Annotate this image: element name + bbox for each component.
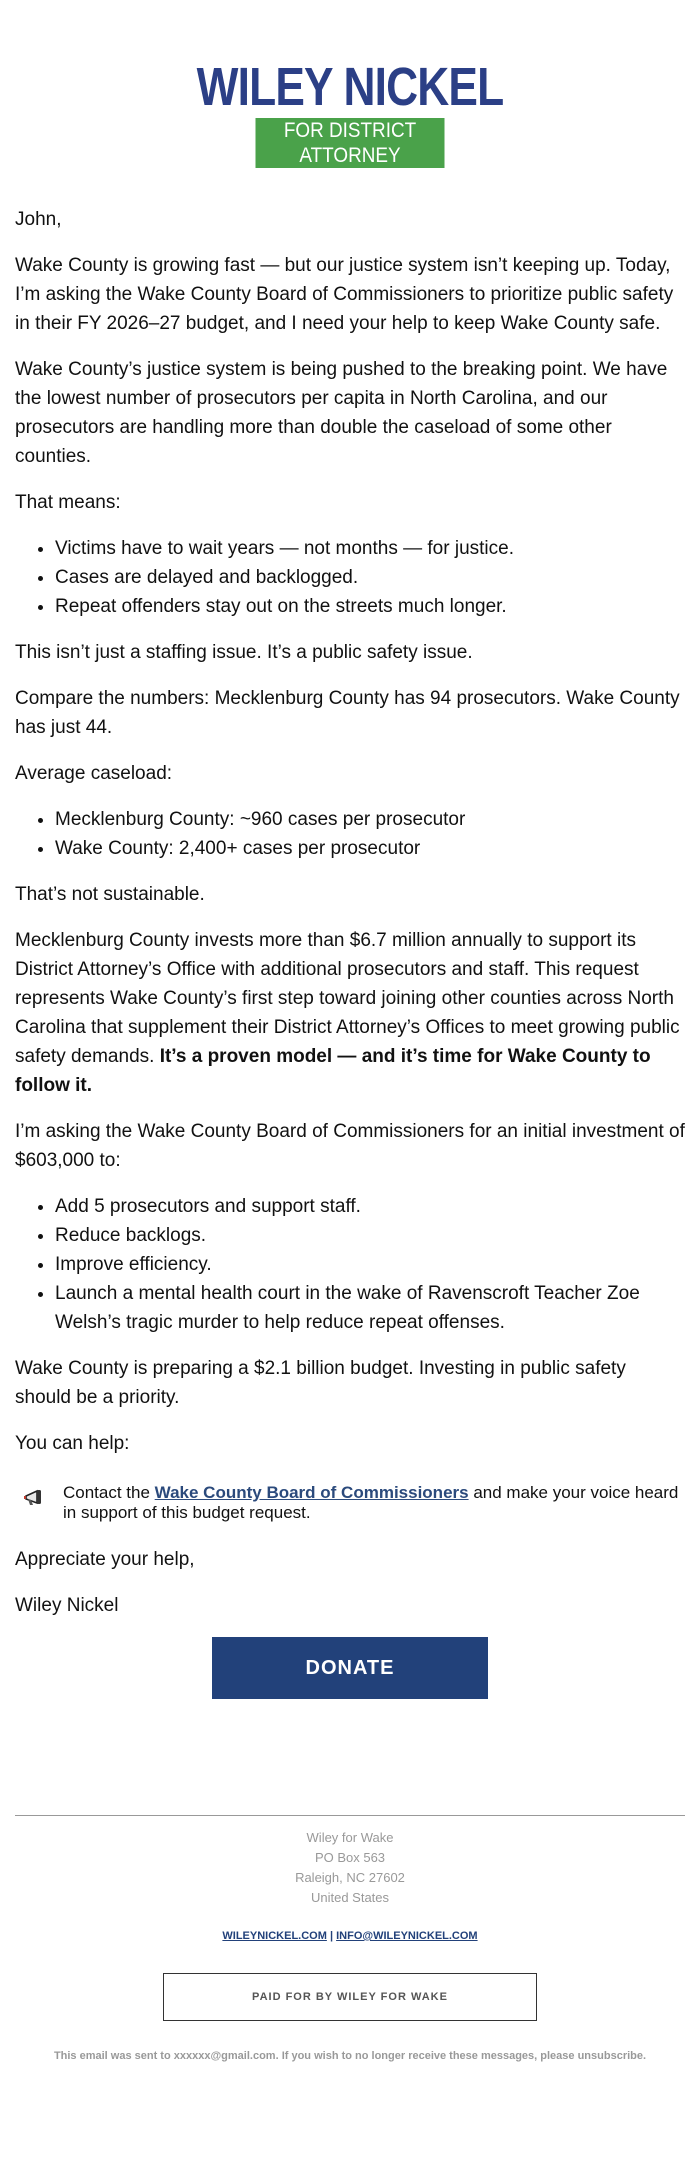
paragraph-8-bold: It’s a proven model — and it’s time for Wake County to follow it. xyxy=(15,1046,651,1096)
paragraph-7: That’s not sustainable. xyxy=(15,884,205,905)
greeting: John, xyxy=(15,209,62,230)
signature: Wiley Nickel xyxy=(15,1595,119,1616)
paragraph-3: That means: xyxy=(15,492,121,513)
footer-po-box: PO Box 563 xyxy=(314,1850,386,1865)
donate-button[interactable]: DONATE xyxy=(212,1637,488,1699)
paragraph-9: I’m asking the Wake County Board of Commissioners for an initial investment of $603,000 to: xyxy=(15,1121,685,1171)
list-item: • Launch a mental health court in the wake of Ravenscroft Teacher Zoe Welsh’s tragic murder to help reduce repeat offenses. xyxy=(55,1279,685,1337)
footer-org: Wiley for Wake xyxy=(306,1830,394,1845)
callout-pre: Contact the xyxy=(63,1483,155,1502)
call-to-action-text xyxy=(63,1483,685,1523)
footer-country: United States xyxy=(310,1890,390,1905)
footer-city: Raleigh, NC 27602 xyxy=(295,1870,405,1885)
signoff: Appreciate your help, xyxy=(15,1549,195,1570)
list-item: • Wake County: 2,400+ cases per prosecutor xyxy=(55,834,685,863)
paragraph-5: Compare the numbers: Mecklenburg County has 94 prosecutors. Wake County has just 44. xyxy=(15,688,680,738)
link-separator: | xyxy=(326,1930,337,1942)
list-item: • Mecklenburg County: ~960 cases per prosecutor xyxy=(55,805,685,834)
list-item: • Add 5 prosecutors and support staff. xyxy=(55,1192,685,1221)
footer xyxy=(15,1815,685,2062)
paragraph-1: Wake County is growing fast — but our justice system isn’t keeping up. Today, I’m asking the Wake County Board of Commissioners to prioritize public safety in their FY 2026–27 budget, and I need your help to keep Wake County safe. xyxy=(15,255,674,334)
list-item: • Improve efficiency. xyxy=(55,1250,685,1279)
logo-name: WILEY NICKEL xyxy=(196,57,504,117)
email-link[interactable]: INFO@WILEYNICKEL.COM xyxy=(336,1930,478,1942)
paragraph-11: You can help: xyxy=(15,1433,130,1454)
website-link[interactable]: WILEYNICKEL.COM xyxy=(222,1930,327,1942)
letter xyxy=(15,205,685,1620)
callout-post: and make your voice heard in support of this budget request. xyxy=(63,1483,679,1522)
paid-for-disclaimer: PAID FOR BY WILEY FOR WAKE xyxy=(163,1973,537,2021)
caseload-list xyxy=(15,805,685,863)
investment-list xyxy=(15,1192,685,1337)
megaphone-icon xyxy=(23,1488,47,1517)
consequences-list xyxy=(15,534,685,621)
paragraph-8 xyxy=(15,926,685,1100)
footer-links xyxy=(15,1930,685,1942)
paragraph-10: Wake County is preparing a $2.1 billion budget. Investing in public safety should be a priority. xyxy=(15,1358,626,1408)
list-item: • Cases are delayed and backlogged. xyxy=(55,563,685,592)
footer-address xyxy=(15,1828,685,1908)
campaign-logo xyxy=(15,0,685,167)
donate-section xyxy=(15,1637,685,1699)
unsubscribe-note: This email was sent to xxxxxx@gmail.com. If you wish to no longer receive these messages, please unsubscribe. xyxy=(53,2050,647,2062)
paragraph-4: This isn’t just a staffing issue. It’s a public safety issue. xyxy=(15,642,473,663)
paragraph-6: Average caseload: xyxy=(15,763,173,784)
board-of-commissioners-link[interactable]: Wake County Board of Commissioners xyxy=(154,1483,469,1502)
call-to-action xyxy=(23,1483,685,1523)
logo-subtitle: FOR DISTRICT ATTORNEY xyxy=(256,118,445,168)
paragraph-8-text: Mecklenburg County invests more than $6.7 million annually to support its District Attorney’s Office with additional prosecutors and staff. This request represents Wake County’s first step toward joining other counties across North Carolina that supplement their District Attorney’s Offices to meet growing public safety demands. xyxy=(15,930,680,1067)
paragraph-2: Wake County’s justice system is being pushed to the breaking point. We have the lowest number of prosecutors per capita in North Carolina, and our prosecutors are handling more than double the caseload of some other counties. xyxy=(15,359,668,467)
list-item: • Victims have to wait years — not months — for justice. xyxy=(55,534,685,563)
list-item: • Repeat offenders stay out on the streets much longer. xyxy=(55,592,685,621)
list-item: • Reduce backlogs. xyxy=(55,1221,685,1250)
